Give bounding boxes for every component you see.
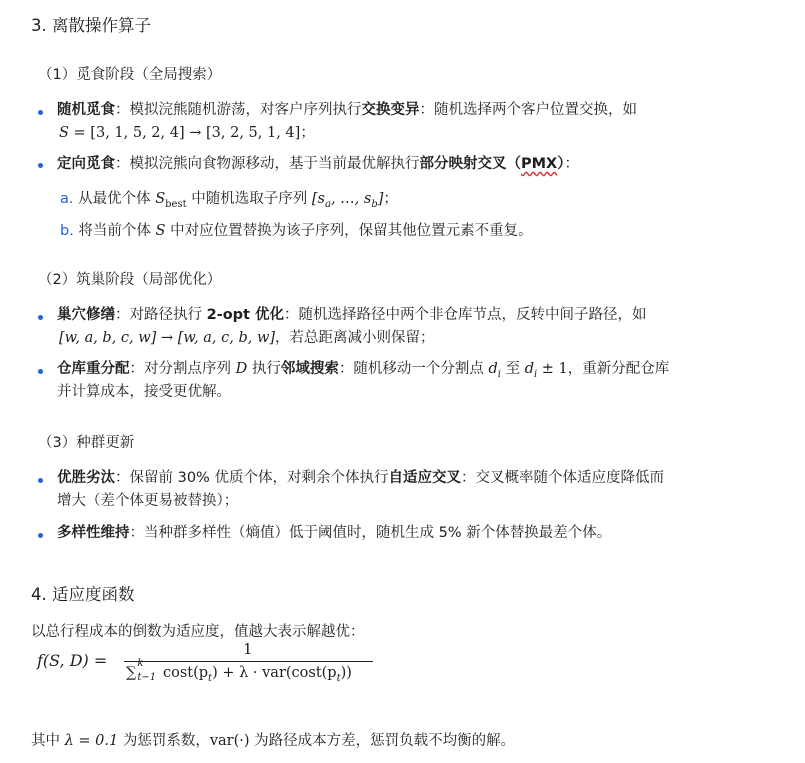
text: 为路径成本方差，惩罚负载不均衡的解。 <box>249 733 516 749</box>
bullet-depot-reassign-cont: 并计算成本，接受更优解。 <box>57 384 231 400</box>
math-sub: i <box>497 368 501 380</box>
subitem-b <box>60 220 533 242</box>
math: ) + λ · var(cost(p <box>212 665 337 681</box>
text: 其中 <box>31 733 65 749</box>
bullet-dot <box>38 315 43 320</box>
text: ： <box>564 156 579 172</box>
bullet-nest-repair <box>57 304 647 326</box>
text: 中对应位置替换为该子序列，保留其他位置元素不重复。 <box>165 223 533 239</box>
math-var: var(·) <box>209 733 250 749</box>
math-sub: t <box>336 672 341 684</box>
math: [s <box>311 191 325 207</box>
math: d <box>524 361 534 377</box>
formula-swap-example <box>59 122 315 144</box>
section-3-title: 3. 离散操作算子 <box>31 16 151 35</box>
text: 将当前个体 <box>78 223 156 239</box>
term-2opt: 2-opt 优化 <box>206 307 285 323</box>
fitness-lhs <box>37 651 107 670</box>
term-pmx-abbr: PMX <box>521 156 558 172</box>
text: 至 <box>500 361 525 377</box>
text: ； <box>300 125 315 141</box>
math: ± 1 <box>537 361 568 377</box>
math: D <box>235 361 248 377</box>
text: 从最优个体 <box>78 191 156 207</box>
term-swap-mutation: 交换变异 <box>361 102 420 118</box>
text: 中随机选取子序列 <box>186 191 312 207</box>
math: S <box>155 191 166 207</box>
bullet-diversity <box>57 522 611 544</box>
penalty-note <box>31 730 515 752</box>
text: ：保留前 30% 优质个体，对剩余个体执行 <box>115 470 389 486</box>
text: ） <box>557 156 565 172</box>
fitness-intro: 以总行程成本的倒数为适应度，值越大表示解越优： <box>31 624 365 640</box>
term-diversity: 多样性维持 <box>57 525 130 541</box>
term-nest-repair: 巢穴修缮 <box>57 307 115 323</box>
text: ：模拟浣熊向食物源移动，基于当前最优解执行 <box>115 156 420 172</box>
math-sub: b <box>371 198 378 210</box>
math-lhs: f(S, D) = <box>37 651 108 670</box>
term-pmx: 部分映射交叉（ <box>419 156 521 172</box>
sum-lower: t−1 <box>137 672 157 683</box>
text: 执行 <box>247 361 281 377</box>
text: ：对分割点序列 <box>129 361 236 377</box>
fraction-bar <box>124 661 373 662</box>
phase-1-title: （1）觅食阶段（全局搜索） <box>38 67 222 83</box>
text: ：模拟浣熊随机游荡，对客户序列执行 <box>115 102 362 118</box>
bullet-survival <box>57 467 664 489</box>
term-random-foraging: 随机觅食 <box>57 102 115 118</box>
phase-2-title: （2）筑巢阶段（局部优化） <box>38 272 222 288</box>
formula-2opt-example <box>59 327 435 349</box>
bullet-dot <box>38 478 43 483</box>
term-adaptive-crossover: 自适应交叉 <box>388 470 461 486</box>
text: 为惩罚系数， <box>118 733 210 749</box>
text: ：随机选择路径中两个非仓库节点，反转中间子路径，如 <box>284 307 647 323</box>
bullet-random-foraging <box>57 99 637 121</box>
list-letter: b. <box>60 223 74 239</box>
math-sub: best <box>165 198 187 210</box>
bullet-dot <box>38 533 43 538</box>
bullet-dot <box>38 369 43 374</box>
text: ：对路径执行 <box>115 307 207 323</box>
subitem-a <box>60 188 398 216</box>
sum-symbol: ∑ <box>126 665 137 681</box>
math-lambda: λ = 0.1 <box>64 733 119 749</box>
text: ：随机移动一个分割点 <box>338 361 489 377</box>
sum-upper: k <box>137 658 144 669</box>
math-S: S <box>59 125 69 141</box>
math: ] <box>377 191 384 207</box>
math-route: [w, a, b, c, w] → [w, a, c, b, w] <box>59 330 276 346</box>
math: S <box>155 223 166 239</box>
text: ：交叉概率随个体适应度降低而 <box>460 470 664 486</box>
math: cost(p <box>158 665 209 681</box>
bullet-dot <box>38 110 43 115</box>
bullet-dot <box>38 163 43 168</box>
section-4-title: 4. 适应度函数 <box>31 585 135 604</box>
bullet-survival-cont: 增大（差个体更易被替换）； <box>57 493 239 509</box>
text: ，若总距离减小则保留； <box>275 330 435 346</box>
math-sub: a <box>324 198 331 210</box>
math-sub: i <box>533 368 538 380</box>
text: ：随机选择两个客户位置交换，如 <box>419 102 637 118</box>
phase-3-title: （3）种群更新 <box>38 435 135 451</box>
math: , …, s <box>330 191 372 207</box>
bullet-directed-foraging <box>57 153 579 175</box>
term-survival: 优胜劣汰 <box>57 470 115 486</box>
term-neighborhood-search: 邻域搜索 <box>280 361 339 377</box>
text: ，重新分配仓库 <box>567 361 670 377</box>
math-sub: t <box>208 672 213 684</box>
list-letter: a. <box>60 191 74 207</box>
math: )) <box>340 665 352 681</box>
math: d <box>488 361 498 377</box>
fitness-denominator <box>126 658 352 684</box>
math-permutation: = [3, 1, 5, 2, 4] → [3, 2, 5, 1, 4] <box>68 125 301 141</box>
text: ：当种群多样性（熵值）低于阈值时，随机生成 5% 新个体替换最差个体。 <box>129 525 612 541</box>
fitness-numerator: 1 <box>243 640 253 658</box>
text: ； <box>383 191 398 207</box>
term-directed-foraging: 定向觅食 <box>57 156 115 172</box>
term-depot-reassign: 仓库重分配 <box>57 361 130 377</box>
